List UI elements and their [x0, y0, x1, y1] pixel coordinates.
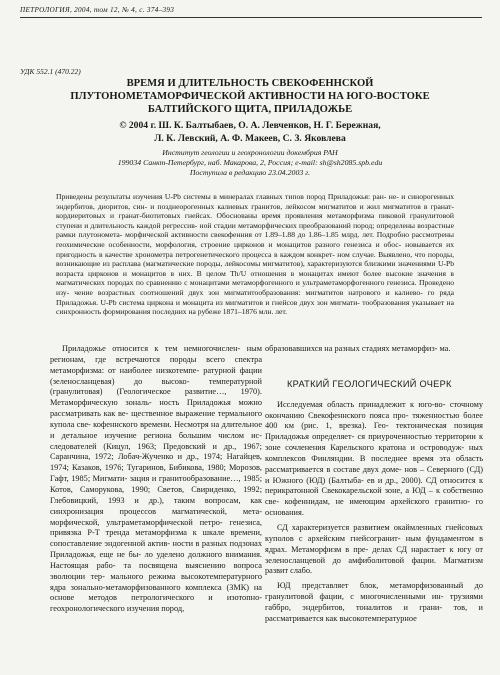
affiliation: Институт геологии и геохронологии докембрия РАН	[162, 148, 338, 157]
left-column	[50, 344, 262, 615]
geology-paragraph-3: ЮД представляет блок, метаморфизованный до гранулитовой фации, с многочисленными ин- трузиями габбро, эндербитов, тоналитов и грани- тов, и рассматривается как высокотемпературное	[265, 581, 483, 623]
right-column	[265, 344, 483, 625]
abstract: Приведены результаты изучения U-Pb системы в минералах главных типов пород Приладожья: ран- не- и синорогенных эндербитов, диоритов, син- и позднеорогенных калиевых гранитов, лейкосом мигматитов и жил мигматитов в гранат-кордиеритовых и гранат-биотитовых гнейсах. Обоснованы время проявления метаморфизма пиковой гранулитовой ступени и длительность каждой регрессив- ной стадии метаморфических преобразований пород; определены возрастные рамки плутонометa- морфической активности свекофенния от 1.89–1.88 до 1.86–1.85 млрд. лет. Подробно рассмотрены геохимические особенности, морфология, строение цирконов и монацитов разного генезиса и обос- новывается их пригодность в качестве хронометра петрогенетического процесса в каждом конкрет- ном случае. Выявлено, что породы, возникающие из расплава (магматические породы, лейкосомы мигматитов), характеризуются близкими значениями U-Pb возраста цирконов и монацитов в них. В целом Th/U отношения в монацитах имеют более высокие значения в магматических породах по сравнению с монацитами метаморфогенного и ультраметаморфогенного генезиса. Проведено изу- чение возрастных соотношений двух зон мигматитообразования: мигматитов натрового и калиево- го ряда Приладожья. U-Pb система циркона и монацита из мигматитов и гнейсов двух зон мигмати- тообразования указывает на синхронность формирования последних на рубеже 1871–1876 млн. лет.	[56, 192, 454, 317]
authors	[60, 120, 440, 145]
section-heading: КРАТКИЙ ГЕОЛОГИЧЕСКИЙ ОЧЕРК	[287, 378, 452, 389]
affiliation-block	[30, 148, 470, 178]
authors-line-1: © 2004 г. Ш. К. Балтыбаев, О. А. Левченков, Н. Г. Бережная,	[119, 120, 381, 131]
received-date: Поступила в редакцию 23.04.2003 г.	[189, 168, 311, 177]
geology-paragraph-1: Исследуемая область принадлежит к юго-во- сточному окончанию Свекофеннского пояса про- тяженностью более 400 км (рис. 1, врезка). Гео- тектоническая позиция Приладожья определяет- ся приуроченностью территории к зоне сочленения Карельского кратона и островодуж- ных комплексов Финляндии. В последнее время эта область рассматривается в составе двух доме- нов – Северного (СД) и Южного (ЮД) (Балтыба- ев и др., 2000). СД относится к перикратонной Свекокарельской зоне, а ЮД – к собственно све- кофеннидам, не имеющим архейского гранитно- го основания.	[265, 399, 483, 518]
authors-line-2: Л. К. Левский, А. Ф. Макеев, С. З. Яковлева	[154, 132, 346, 144]
udc-code: УДК 552.1 (470.22)	[20, 67, 81, 76]
geology-paragraph-2: СД характеризуется развитием окаймленных гнейсовых куполов с архейским гнейсогранит- ным фундаментом в ядрах. Метаморфизм в пре- делах СД нарастает к югу от зеленосланцевой до амфиболитовой фации. Магматизм развит слабо.	[265, 522, 483, 576]
intro-paragraph: Приладожье относится к тем немногочислен- ным регионам, где встречаются породы всего спектра метаморфизма: от наиболее низкотемпе- ратурной фации (зеленосланцевая) до высоко- температурной (гранулитовая) (Геологическое развитие…, 1970). Метаморфическую зональ- ность Приладожья можно рассматривать как ве- щественное выражение термального купола све- кофеннского времени. Несмотря на длительное и детальное изучение региона большим числом ис- следователей (Кицул, 1963; Предовский и др., 1967; Саранчина, 1972; Лобач-Жученко и др., 1974; Нагайцев, 1974; Казаков, 1976; Тугаринов, Бибикова, 1980; Морозов, Гафт, 1985; Мигмати- зация и гранитообразование…, 1985; Котов, Саморукова, 1990; Светов, Свириденко, 1992; Глебовицкий, 1993 и др.), таким вопросам, как синхронизация процессов магматической, мета- морфической, ультраметаморфической петро- генезиса, привязка P-T тренда метаморфизма к шкале времени, сопоставление эндогенной актив- ности в разных подзонах Приладожья, еще не бы- ло уделено должного внимания. Настоящая рабо- та посвящена выяснению вопроса эволюции тер- мального режима высокотемпературного ядра зонально-метаморфизованного комплекса (ЗМК) на основе методов петрологического и изотопно-геохронологического изучения пород,	[50, 344, 262, 614]
address: 199034 Санкт-Петербург, наб. Макарова, 2, Россия; e-mail: sh@sh2085.spb.edu	[117, 158, 383, 167]
intro-continuation: образовавшихся на разных стадиях метаморфиз- ма.	[265, 344, 451, 353]
running-head: ПЕТРОЛОГИЯ, 2004, том 12, № 4, с. 374–393	[20, 6, 482, 18]
article-title: ВРЕМЯ И ДЛИТЕЛЬНОСТЬ СВЕКОФЕННСКОЙ ПЛУТОНОМЕТАМОРФИЧЕСКОЙ АКТИВНОСТИ НА ЮГО-ВОСТОКЕ БАЛТИЙСКОГО ЩИТА, ПРИЛАДОЖЬЕ	[70, 78, 430, 115]
